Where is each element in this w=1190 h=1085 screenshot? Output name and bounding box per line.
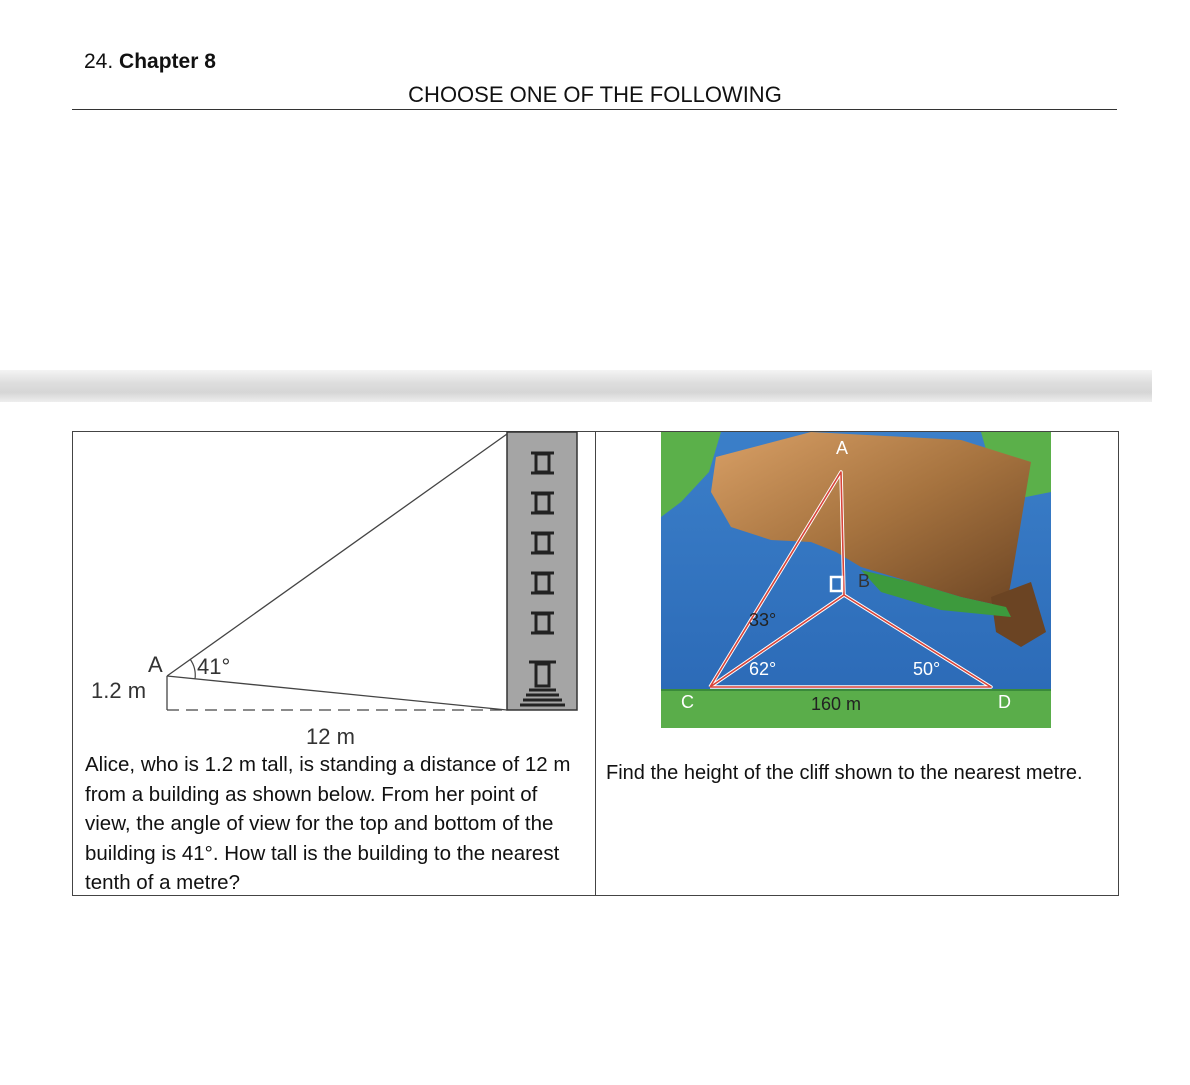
sight-line-bottom [167,676,507,710]
question-number: 24. [84,50,114,73]
angle-62-label: 62° [749,659,777,679]
problem-text-right: Find the height of the cliff shown to the nearest metre. [606,762,1083,784]
instruction-heading: CHOOSE ONE OF THE FOLLOWING [408,82,782,107]
problem-cell-building [73,432,596,896]
angle-arc [190,659,195,679]
angle-33-label: 33° [749,610,777,630]
header-rule [72,109,1117,110]
page-separator [0,370,1152,402]
angle-label: 41° [197,654,231,679]
label-a: A [836,438,849,458]
distance-label: 12 m [306,724,355,749]
problem-cell-cliff [596,432,1119,896]
angle-50-label: 50° [913,659,941,679]
problem-text-left: Alice, who is 1.2 m tall, is standing a distance of 12 m from a building as shown below. From her point of view, the angle of view for the top and bottom of the building is 41°. How tall is the building to the nearest tenth of a metre? [85,753,571,894]
building-diagram [73,432,595,749]
label-c: C [681,692,694,712]
question-heading [84,50,216,74]
distance-160-label: 160 m [811,694,862,714]
label-b: B [858,571,871,591]
label-d: D [998,692,1011,712]
cliff-diagram [661,432,1051,728]
height-label: 1.2 m [91,678,147,703]
problem-table [72,431,1119,896]
sight-line-top [167,434,507,676]
chapter-title: Chapter 8 [119,50,216,73]
point-a-label: A [148,652,163,677]
